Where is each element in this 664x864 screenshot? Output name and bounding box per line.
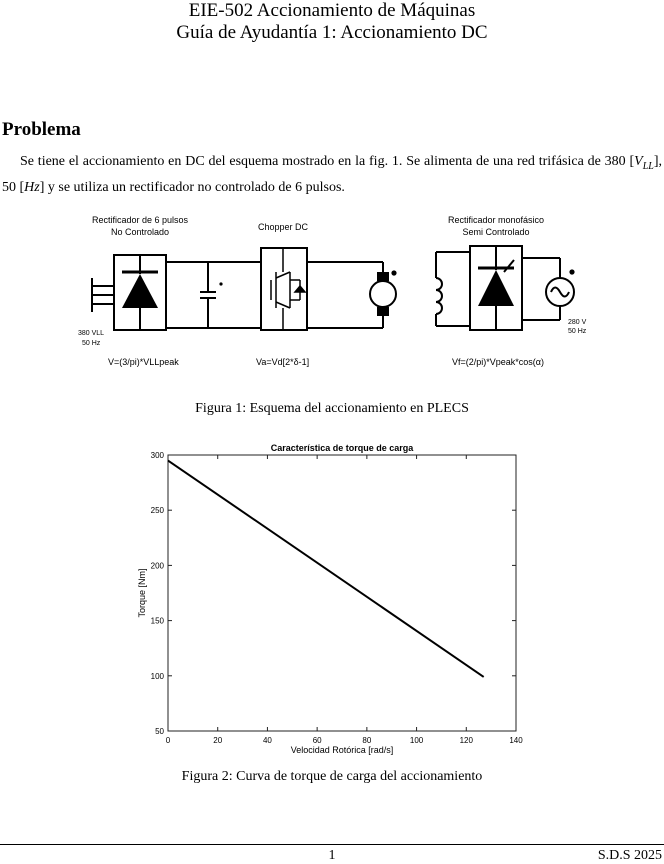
figure1-caption: Figura 1: Esquema del accionamiento en PLECS [195, 401, 469, 416]
torque-chart-svg [130, 440, 530, 755]
footer-rule [0, 844, 664, 845]
x-tick-label: 120 [459, 736, 473, 745]
formula-vf: Vf=(2/pi)*Vpeak*cos(α) [452, 357, 544, 367]
label-rect6-2: No Controlado [110, 227, 170, 237]
y-tick-label: 50 [155, 727, 164, 736]
y-tick-label: 150 [150, 616, 164, 626]
problem-text-1: Se tiene el accionamiento en DC del esquema mostrado en la fig. 1. Se alimenta de una red trifásica de 380 [ [20, 154, 635, 169]
document-header [0, 0, 664, 44]
three-phase-input [92, 278, 114, 312]
thyristor-icon [478, 246, 514, 330]
dc-bus [166, 262, 261, 328]
plecs-schematic [78, 210, 598, 375]
igbt-icon [271, 248, 305, 330]
section-title: Problema [2, 119, 81, 140]
formula-va: Va=Vd[2*δ-1] [256, 357, 310, 367]
y-tick-label: 200 [150, 561, 164, 571]
figure2-caption: Figura 2: Curva de torque de carga del accionamiento [181, 769, 483, 784]
guide-title: Guía de Ayudantía 1: Accionamiento DC [176, 22, 488, 43]
x-tick-label: 20 [213, 736, 223, 745]
y-tick-label: 300 [150, 451, 164, 460]
var-v: V [634, 154, 643, 169]
label-rectmono-1: Rectificador monofásico [447, 215, 545, 225]
torque-chart [130, 440, 530, 755]
y-axis-label: Torque [Nm] [137, 568, 147, 618]
formula-v: V=(3/pi)*VLLpeak [108, 357, 179, 367]
y-tick-label: 250 [150, 506, 164, 516]
schematic-svg [78, 210, 598, 375]
supply-right-1: 280 V [568, 319, 587, 326]
problem-text-2: ], 50 [ [2, 154, 662, 195]
x-tick-label: 60 [312, 736, 322, 745]
course-title: EIE-502 Accionamiento de Máquinas [188, 0, 476, 21]
y-tick-label: 100 [150, 671, 164, 681]
capacitor-icon [200, 282, 223, 298]
inductor-icon [436, 252, 470, 326]
supply-right-2: 50 Hz [568, 328, 587, 335]
label-rect6-1: Rectificador de 6 pulsos [91, 215, 189, 225]
x-tick-label: 40 [262, 736, 272, 745]
supply-left-1: 380 VLL [78, 330, 105, 337]
ac-source-icon [546, 258, 574, 320]
label-rectmono-2: Semi Controlado [462, 227, 530, 237]
page-number: 1 [328, 848, 336, 863]
var-ll: LL [642, 160, 654, 172]
x-tick-label: 0 [165, 736, 171, 745]
x-tick-label: 100 [409, 736, 424, 745]
x-tick-label: 140 [509, 736, 523, 745]
problem-paragraph [2, 151, 662, 198]
var-hz: Hz [24, 179, 40, 195]
x-tick-label: 80 [362, 736, 372, 745]
chart-title: Característica de torque de carga [270, 443, 414, 453]
x-axis-label: Velocidad Rotórica [rad/s] [290, 745, 394, 755]
label-chopper: Chopper DC [257, 222, 309, 232]
problem-text-3: ] y se utiliza un rectificador no controlado de 6 pulsos. [39, 179, 345, 195]
footer-author: S.D.S 2025 [597, 848, 662, 863]
dc-motor-icon [370, 262, 396, 328]
diode-icon-1 [122, 255, 158, 330]
supply-left-2: 50 Hz [82, 340, 101, 347]
